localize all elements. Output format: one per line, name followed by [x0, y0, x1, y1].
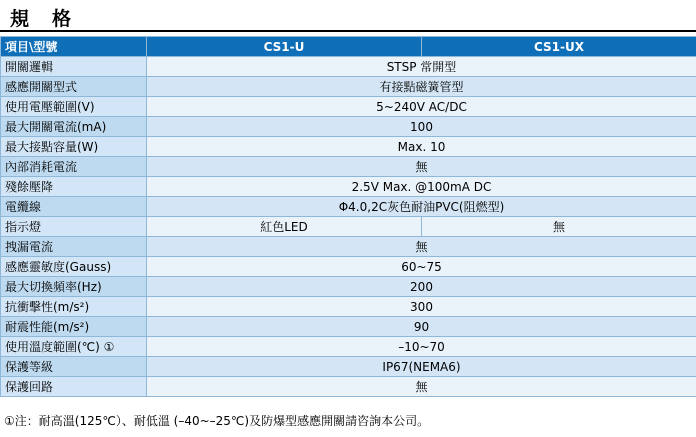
row-value-merged: STSP 常開型 — [147, 57, 696, 77]
table-row — [1, 197, 696, 217]
footnote: ①注：耐高溫(125℃）、耐低溫 (–40~–25℃)及防爆型感應開關請咨詢本公司。 — [4, 414, 430, 428]
header-item-label: 項目\型號 — [1, 37, 147, 57]
row-value-merged: 300 — [147, 297, 696, 317]
row-value-merged: 有接點磁簧管型 — [147, 77, 696, 97]
table-row — [1, 317, 696, 337]
row-label: 感應靈敏度(Gauss) — [1, 257, 147, 277]
row-label: 指示燈 — [1, 217, 147, 237]
row-value-merged: 90 — [147, 317, 696, 337]
row-label: 拽漏電流 — [1, 237, 147, 257]
table-row — [1, 77, 696, 97]
row-value-merged: 200 — [147, 277, 696, 297]
row-value-merged: 60~75 — [147, 257, 696, 277]
row-label: 感應開關型式 — [1, 77, 147, 97]
row-value-merged: 5~240V AC/DC — [147, 97, 696, 117]
table-row — [1, 277, 696, 297]
row-label: 開關邏輯 — [1, 57, 147, 77]
table-row — [1, 97, 696, 117]
row-label: 殘餘壓降 — [1, 177, 147, 197]
row-label: 電纜線 — [1, 197, 147, 217]
row-label: 最大切換頻率(Hz) — [1, 277, 147, 297]
table-row — [1, 377, 696, 397]
row-value-merged: IP67(NEMA6) — [147, 357, 696, 377]
header-col-cs1-ux: CS1-UX — [422, 37, 696, 57]
row-label: 最大接點容量(W) — [1, 137, 147, 157]
header-col-cs1-u: CS1-U — [147, 37, 422, 57]
table-row — [1, 57, 696, 77]
row-label: 抗衝擊性(m/s²) — [1, 297, 147, 317]
row-value-merged: 100 — [147, 117, 696, 137]
row-label: 保護等級 — [1, 357, 147, 377]
table-row — [1, 257, 696, 277]
table-row — [1, 237, 696, 257]
row-value-merged: Φ4.0,2C灰色耐油PVC(阻燃型) — [147, 197, 696, 217]
row-label: 最大開關電流(mA) — [1, 117, 147, 137]
row-label: 使用溫度範圍(℃) ① — [1, 337, 147, 357]
table-row — [1, 137, 696, 157]
title-divider — [0, 30, 696, 32]
table-row — [1, 217, 696, 237]
table-row — [1, 177, 696, 197]
row-value-merged: 2.5V Max. @100mA DC — [147, 177, 696, 197]
row-label: 保護回路 — [1, 377, 147, 397]
page-title: 規 格 — [10, 8, 74, 30]
row-value-merged: Max. 10 — [147, 137, 696, 157]
row-value-col-2: 無 — [422, 217, 696, 237]
row-label: 內部消耗電流 — [1, 157, 147, 177]
row-value-merged: 無 — [147, 377, 696, 397]
row-value-merged: 無 — [147, 157, 696, 177]
row-value-merged: 無 — [147, 237, 696, 257]
table-row — [1, 337, 696, 357]
table-header-row — [1, 37, 696, 57]
table-row — [1, 297, 696, 317]
row-value-col-1: 紅色LED — [147, 217, 422, 237]
table-row — [1, 117, 696, 137]
row-label: 耐震性能(m/s²) — [1, 317, 147, 337]
table-row — [1, 157, 696, 177]
table-row — [1, 357, 696, 377]
row-value-merged: –10~70 — [147, 337, 696, 357]
row-label: 使用電壓範圍(V) — [1, 97, 147, 117]
specification-table — [0, 36, 696, 397]
